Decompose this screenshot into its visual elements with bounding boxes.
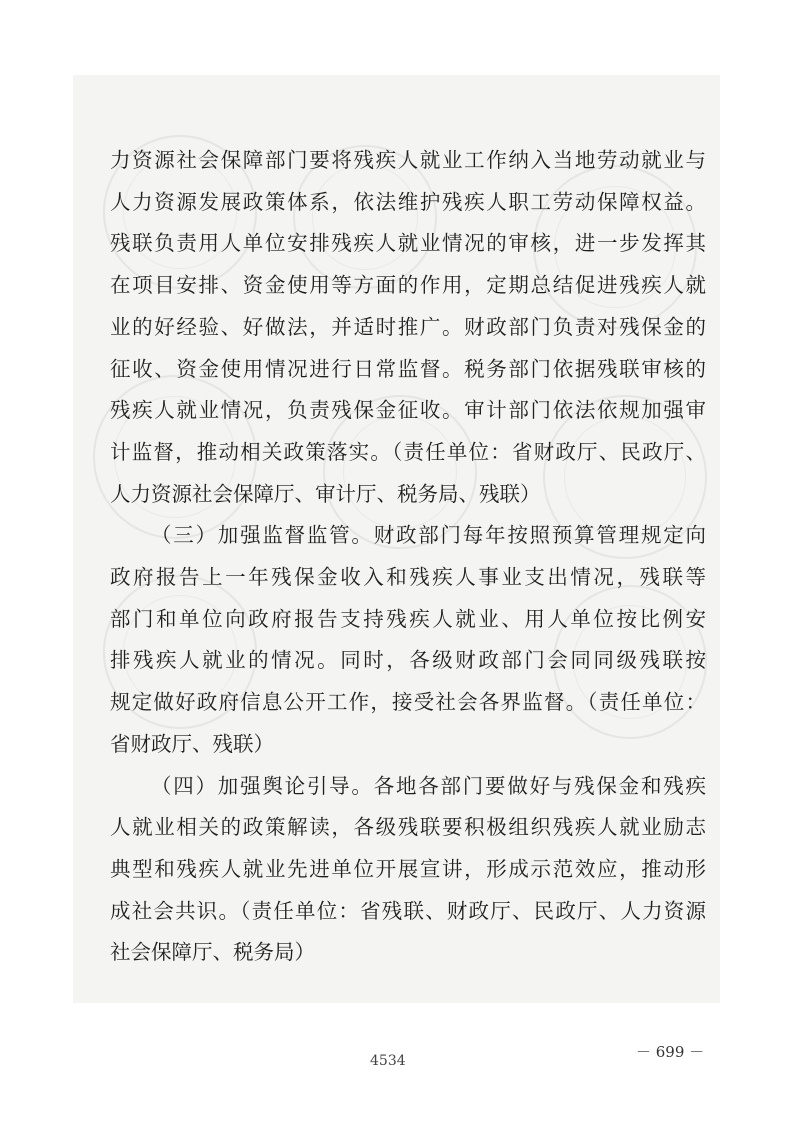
text-line: 成社会共识。（责任单位：省残联、财政厅、民政厅、人力资源 [110,898,706,923]
text-line: 业的好经验、好做法，并适时推广。财政部门负责对残保金的 [110,314,706,339]
text-line: 规定做好政府信息公开工作，接受社会各界监督。（责任单位： [110,690,706,715]
text-line: 社会保障厅、税务局） [110,940,315,965]
text-line: 力资源社会保障部门要将残疾人就业工作纳入当地劳动就业与 [110,148,706,172]
document-code: 4534 [370,1053,406,1069]
text-line: 政府报告上一年残保金收入和残疾人事业支出情况，残联等 [110,565,706,590]
section-heading-line: （三）加强监督监管。财政部门每年按照预算管理规定向 [151,523,706,548]
page-number: － 699 － [636,1043,705,1061]
text-line: 计监督，推动相关政策落实。（责任单位：省财政厅、民政厅、 [110,439,706,464]
document-body [110,140,706,974]
text-line: 部门和单位向政府报告支持残疾人就业、用人单位按比例安 [110,606,706,631]
text-line: 人就业相关的政策解读，各级残联要积极组织残疾人就业励志 [110,815,706,840]
text-line: 典型和残疾人就业先进单位开展宣讲，形成示范效应，推动形 [110,856,706,881]
text-line: 人力资源社会保障厅、审计厅、税务局、残联） [110,481,541,506]
text-line: 残联负责用人单位安排残疾人就业情况的审核，进一步发挥其 [110,231,706,256]
text-line: 人力资源发展政策体系，依法维护残疾人职工劳动保障权益。 [110,189,706,214]
text-line: 残疾人就业情况，负责残保金征收。审计部门依法依规加强审 [110,398,706,423]
text-line: 省财政厅、残联） [110,731,274,756]
text-line: 排残疾人就业的情况。同时，各级财政部门会同同级残联按 [110,648,706,673]
text-line: 在项目安排、资金使用等方面的作用，定期总结促进残疾人就 [110,273,706,298]
text-line: 征收、资金使用情况进行日常监督。税务部门依据残联审核的 [110,356,706,381]
section-heading-line: （四）加强舆论引导。各地各部门要做好与残保金和残疾 [151,773,706,798]
